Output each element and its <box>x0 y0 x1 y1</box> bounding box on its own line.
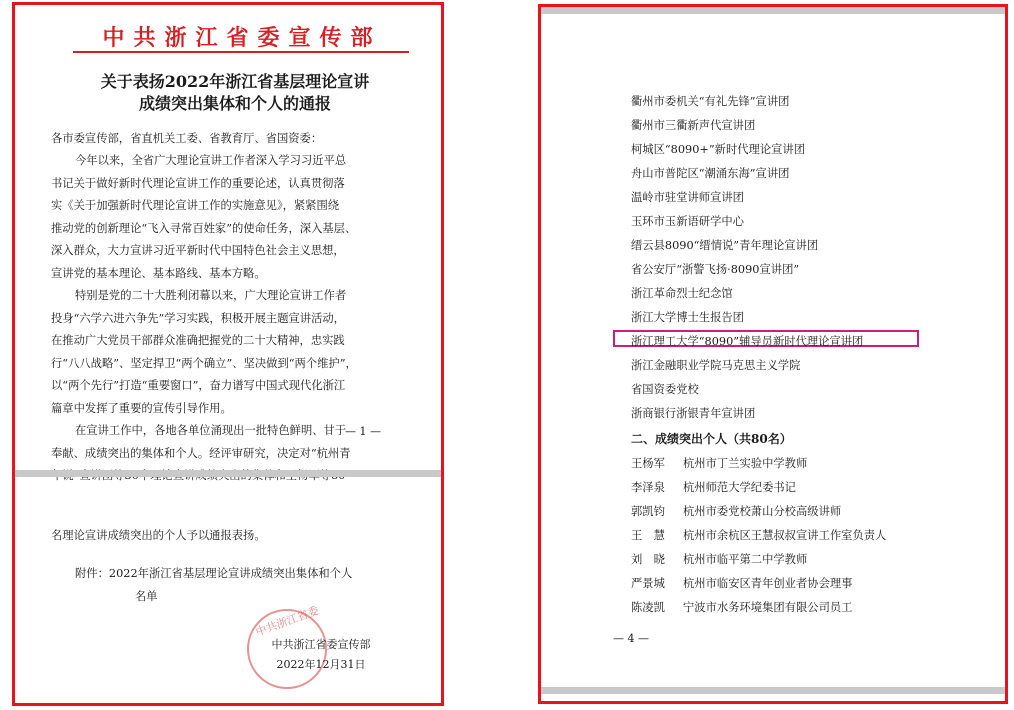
p1-line: 深入群众，大力宣讲习近平新时代中国特色社会主义思想， <box>51 244 345 257</box>
seal-text: 中共浙江省委 <box>253 604 321 639</box>
group-item: 温岭市驻堂讲师宣讲团 <box>631 191 744 204</box>
person-desc: 杭州师范大学纪委书记 <box>683 481 796 494</box>
attachment-line-1: 附件：2022年浙江省基层理论宣讲成绩突出集体和个人 <box>75 567 353 580</box>
section-heading: 二、成绩突出个人（共80名） <box>631 432 792 446</box>
group-item: 柯城区“8090+”新时代理论宣讲团 <box>631 143 806 156</box>
left-document-page <box>12 2 444 706</box>
p2-line: 在推动广大党员干部群众准确把握党的二十大精神，忠实践 <box>51 334 345 347</box>
group-item: 衢州市委机关“有礼先锋”宣讲团 <box>631 95 790 108</box>
person-desc: 杭州市临平第二中学教师 <box>683 553 808 566</box>
person-desc: 杭州市委党校萧山分校高级讲师 <box>683 505 842 518</box>
person-desc: 杭州市丁兰实验中学教师 <box>683 457 808 470</box>
group-item: 玉环市玉新语研学中心 <box>631 215 744 228</box>
right-document-page <box>538 4 1008 704</box>
person-desc: 宁波市水务环境集团有限公司员工 <box>683 601 853 614</box>
p1-line: 推动党的创新理论“飞入寻常百姓家”的使命任务，深入基层、 <box>51 221 357 235</box>
p1-line: 实《关于加强新时代理论宣讲工作的实施意见》，紧紧围绕 <box>51 199 340 212</box>
title-line-2: 成绩突出集体和个人的通报 <box>138 94 331 113</box>
p3-line: 奉献、成绩突出的集体和个人。经评审研究，决定对“杭州青 <box>51 446 351 460</box>
person-name: 李泽泉 <box>631 481 665 494</box>
signer-block <box>251 635 391 675</box>
group-item: 省公安厅“浙警飞扬·8090宣讲团” <box>631 263 800 276</box>
p1-line: 书记关于做好新时代理论宣讲工作的重要论述，认真贯彻落 <box>51 176 345 190</box>
p2-line: 特别是党的二十大胜利闭幕以来，广大理论宣讲工作者 <box>75 289 347 302</box>
page-number-1: — 1 — <box>345 425 381 438</box>
person-name: 王 慧 <box>631 529 665 542</box>
person-name: 严景城 <box>631 577 665 590</box>
group-item: 省国资委党校 <box>631 383 699 396</box>
page-break-bottom <box>541 687 1005 694</box>
p2-line: 以“两个先行”打造“重要窗口”，奋力谱写中国式现代化浙江 <box>51 379 346 392</box>
p3-line: 在宣讲工作中，各地各单位涌现出一批特色鲜明、甘于 <box>75 424 347 437</box>
group-item: 浙江金融职业学院马克思主义学院 <box>631 359 801 372</box>
group-item: 缙云县8090“缙情说”青年理论宣讲团 <box>631 239 819 252</box>
sign-date: 2022年12月31日 <box>276 658 366 671</box>
header-rule <box>73 51 409 53</box>
group-item: 浙江革命烈士纪念馆 <box>631 287 733 300</box>
p1-line: 今年以来，全省广大理论宣讲工作者深入学习习近平总 <box>75 154 347 167</box>
attachment <box>75 563 415 608</box>
salutation: 各市委宣传部，省直机关工委、省教育厅、省国资委： <box>51 132 323 145</box>
group-item: 浙江大学博士生报告团 <box>631 311 744 324</box>
person-desc: 杭州市临安区青年创业者协会理事 <box>683 577 853 590</box>
group-item: 衢州市三衢新声代宣讲团 <box>631 119 756 132</box>
page-break-top <box>541 7 1005 14</box>
attachment-line-2: 名单 <box>135 589 158 603</box>
p2-line: 篇章中发挥了重要的宣传引导作用。 <box>51 401 232 415</box>
group-item-highlighted: 浙江理工大学“8090”辅导员新时代理论宣讲团 <box>631 335 864 348</box>
issuer-header: 中共浙江省委宣传部 <box>102 25 382 51</box>
person-name: 郭凯钧 <box>631 505 665 518</box>
page-number-4: — 4 — <box>613 632 649 645</box>
person-name: 刘 晓 <box>631 553 665 566</box>
p2-line: 投身“六学六进六争先”学习实践，积极开展主题宣讲活动， <box>51 311 345 325</box>
p1-line: 宣讲党的基本理论、基本路线、基本方略。 <box>51 266 266 280</box>
title-line-1: 关于表扬2022年浙江省基层理论宣讲 <box>100 72 370 91</box>
person-name: 王杨军 <box>631 457 665 470</box>
person-desc: 杭州市余杭区王慧叔叔宣讲工作室负责人 <box>683 529 887 542</box>
document-title <box>45 71 425 115</box>
group-item: 浙商银行浙银青年宣讲团 <box>631 407 756 420</box>
group-item: 舟山市普陀区“潮涌东海”宣讲团 <box>631 167 790 180</box>
page-break <box>15 470 441 477</box>
continuation-line: 名理论宣讲成绩突出的个人予以通报表扬。 <box>51 529 266 542</box>
p2-line: 行“八八战略”、坚定捍卫“两个确立”、坚决做到“两个维护”， <box>51 356 357 370</box>
signer-name: 中共浙江省委宣传部 <box>271 638 371 651</box>
person-name: 陈凌凯 <box>631 601 665 614</box>
